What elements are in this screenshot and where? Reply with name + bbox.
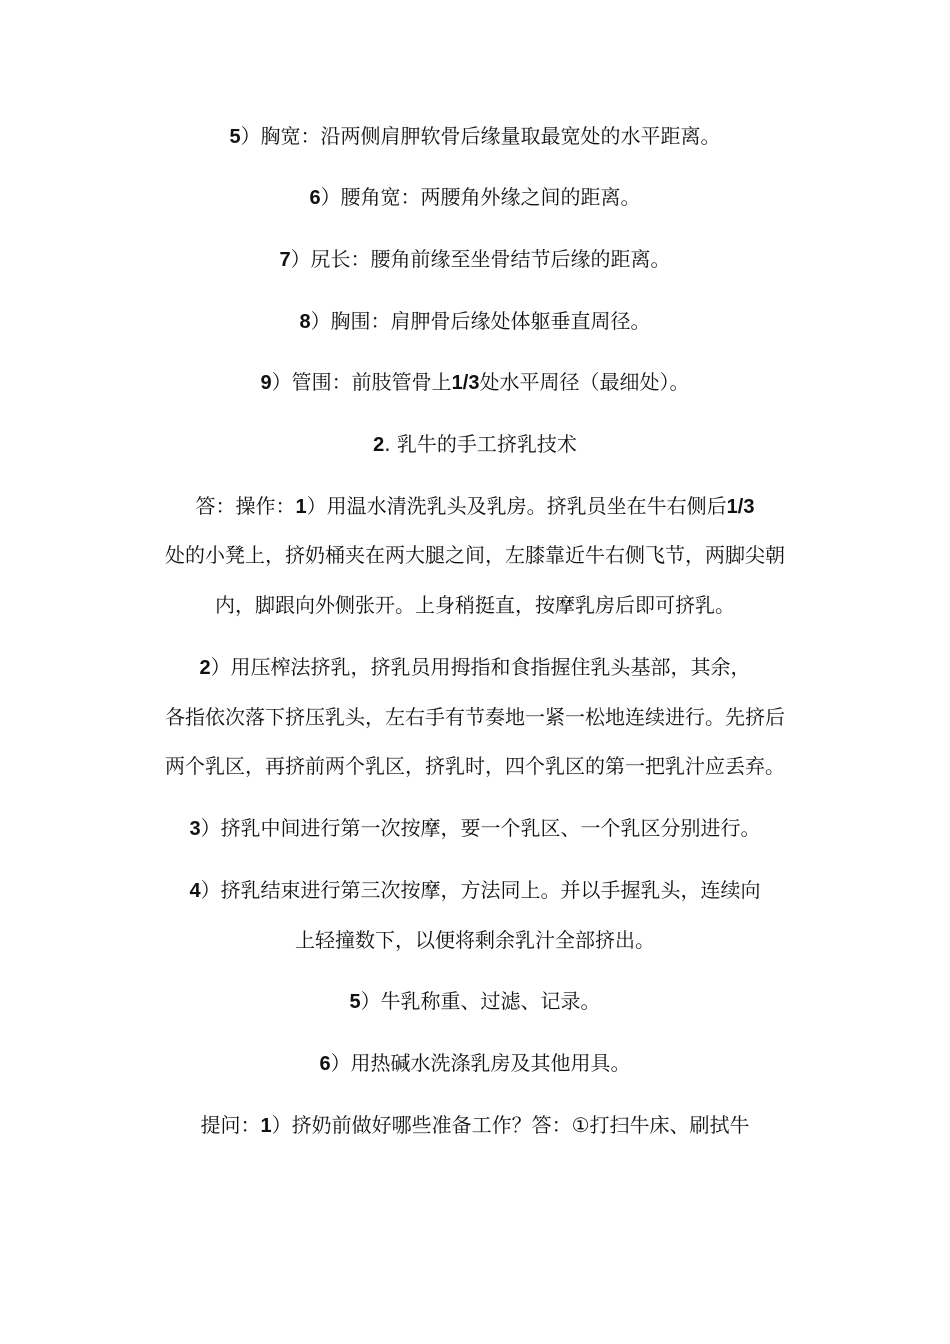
text-line [0, 925, 950, 955]
section-number: 2 [373, 434, 385, 456]
line-prefix: 答：操作： [195, 494, 296, 518]
item-number: 3 [189, 818, 201, 840]
section-title: . 乳牛的手工挤乳技术 [384, 432, 577, 456]
text-line [0, 540, 950, 570]
text-line [0, 1110, 950, 1140]
section-heading [0, 429, 950, 459]
line-text: ）胸围：肩胛骨后缘处体躯垂直周径。 [310, 309, 651, 333]
text-line [0, 244, 950, 274]
line-text-cont: 处水平周径（最细处）。 [479, 370, 690, 394]
text-line [0, 813, 950, 843]
item-number: 8 [299, 311, 311, 333]
text-line [0, 1048, 950, 1078]
text-line [0, 652, 950, 682]
item-number: 1 [260, 1115, 272, 1137]
line-text: ）挤奶前做好哪些准备工作？答：①打扫牛床、刷拭牛 [271, 1113, 750, 1137]
text-line [0, 306, 950, 336]
item-number: 5 [349, 991, 361, 1013]
line-text: ）挤乳结束进行第三次按摩，方法同上。并以手握乳头，连续向 [200, 878, 761, 902]
line-text: ）胸宽：沿两侧肩胛软骨后缘量取最宽处的水平距离。 [240, 124, 721, 148]
item-number: 5 [229, 126, 241, 148]
line-text: ）牛乳称重、过滤、记录。 [360, 989, 601, 1013]
text-line [0, 702, 950, 732]
text-line [0, 590, 950, 620]
item-number: 9 [260, 372, 272, 394]
text-line [0, 875, 950, 905]
line-text: 各指依次落下挤压乳头，左右手有节奏地一紧一松地连续进行。先挤后 [165, 705, 785, 729]
line-text: 上轻撞数下，以便将剩余乳汁全部挤出。 [295, 928, 655, 952]
fraction-number: 1/3 [726, 496, 755, 518]
line-text: 两个乳区，再挤前两个乳区，挤乳时，四个乳区的第一把乳汁应丢弃。 [165, 754, 785, 778]
item-number: 6 [319, 1053, 331, 1075]
item-number: 1 [295, 496, 307, 518]
text-line [0, 751, 950, 781]
line-prefix: 提问： [200, 1113, 261, 1137]
item-number: 6 [309, 187, 321, 209]
line-text: ）用温水清洗乳头及乳房。挤乳员坐在牛右侧后 [306, 494, 727, 518]
text-line [0, 986, 950, 1016]
line-text: ）用压榨法挤乳，挤乳员用拇指和食指握住乳头基部，其余， [210, 655, 751, 679]
line-text: ）挤乳中间进行第一次按摩，要一个乳区、一个乳区分别进行。 [200, 816, 761, 840]
line-text: ）腰角宽：两腰角外缘之间的距离。 [320, 185, 641, 209]
fraction-number: 1/3 [451, 372, 480, 394]
item-number: 2 [199, 657, 211, 679]
line-text: ）尻长：腰角前缘至坐骨结节后缘的距离。 [290, 247, 671, 271]
line-text: ）用热碱水洗涤乳房及其他用具。 [330, 1051, 631, 1075]
line-text: 内，脚跟向外侧张开。上身稍挺直，按摩乳房后即可挤乳。 [215, 593, 735, 617]
item-number: 7 [279, 249, 291, 271]
item-number: 4 [189, 880, 201, 902]
line-text: 处的小凳上，挤奶桶夹在两大腿之间，左膝靠近牛右侧飞节，两脚尖朝 [165, 543, 785, 567]
text-line [0, 121, 950, 151]
line-text: ）管围：前肢管骨上 [271, 370, 452, 394]
text-line [0, 367, 950, 397]
text-line [0, 182, 950, 212]
text-line [0, 491, 950, 521]
